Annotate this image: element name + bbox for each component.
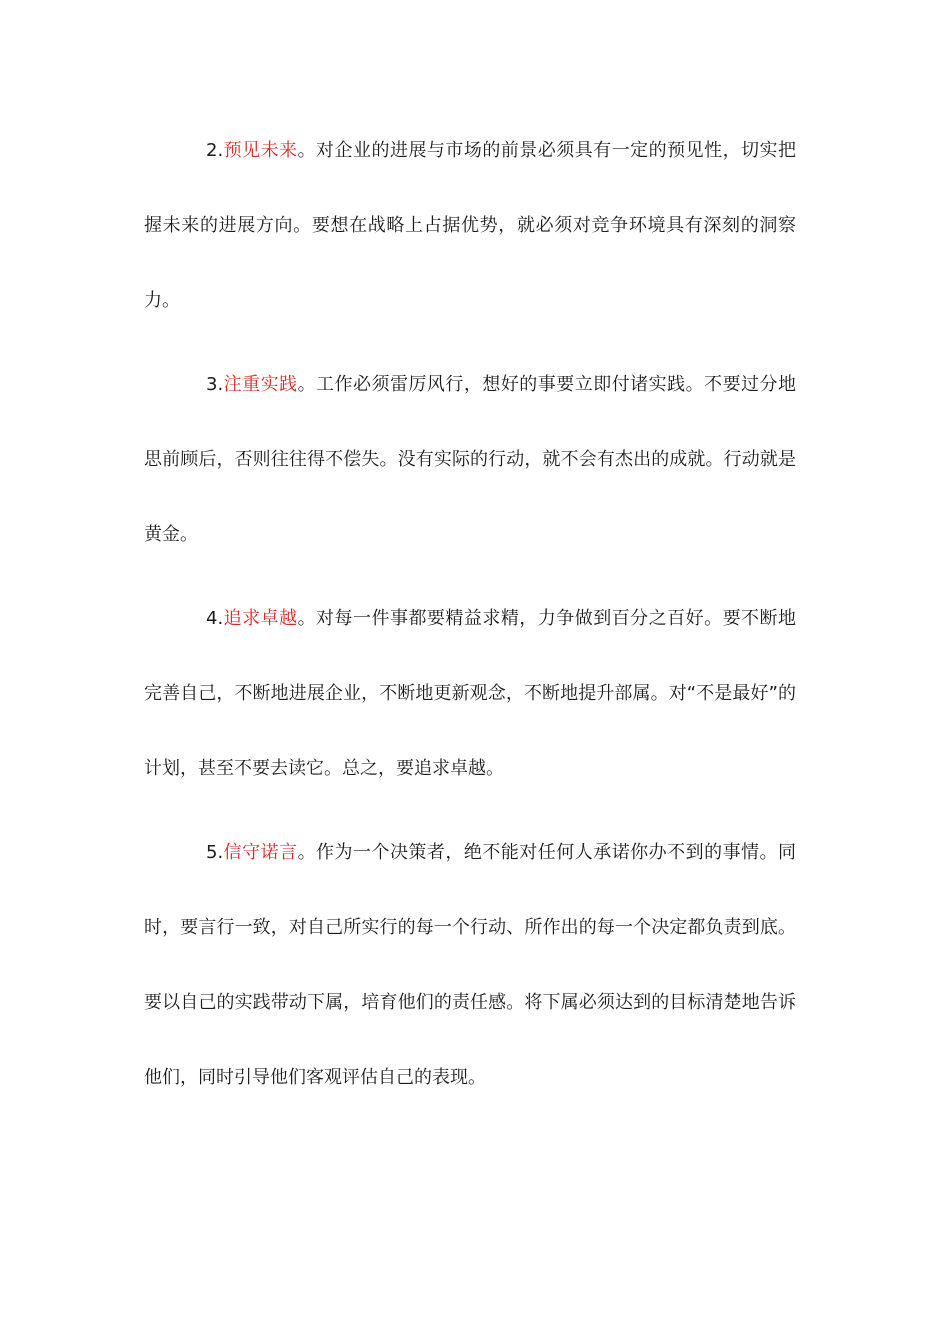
paragraph-keyword: 注重实践 [223,374,298,395]
paragraph-body: 。工作必须雷厉风行，想好的事要立即付诸实践。不要过分地思前顾后，否则往往得不偿失。没有实际的行动，就不会有杰出的成就。行动就是黄金。 [144,374,796,545]
paragraph-number: 3. [206,374,224,395]
paragraph-2 [144,113,796,338]
paragraph-keyword: 信守诺言 [223,842,298,863]
paragraph-keyword: 追求卓越 [223,608,298,629]
paragraph-body: 。对每一件事都要精益求精，力争做到百分之百好。要不断地完善自己，不断地进展企业，不断地更新观念，不断地提升部属。对“不是最好”的计划，甚至不要去读它。总之，要追求卓越。 [144,608,796,779]
paragraph-number: 2. [206,140,224,161]
paragraph-5 [144,815,796,1115]
paragraph-keyword: 预见未来 [223,140,298,161]
paragraph-body: 。作为一个决策者，绝不能对任何人承诺你办不到的事情。同时，要言行一致，对自己所实行的每一个行动、所作出的每一个决定都负责到底。要以自己的实践带动下属，培育他们的责任感。将下属必须达到的目标清楚地告诉他们，同时引导他们客观评估自己的表现。 [144,842,796,1088]
paragraph-number: 4. [206,608,224,629]
paragraph-3 [144,347,796,572]
paragraph-body: 。对企业的进展与市场的前景必须具有一定的预见性，切实把握未来的进展方向。要想在战略上占据优势，就必须对竞争环境具有深刻的洞察力。 [144,140,796,311]
paragraph-4 [144,581,796,806]
paragraph-number: 5. [206,842,224,863]
